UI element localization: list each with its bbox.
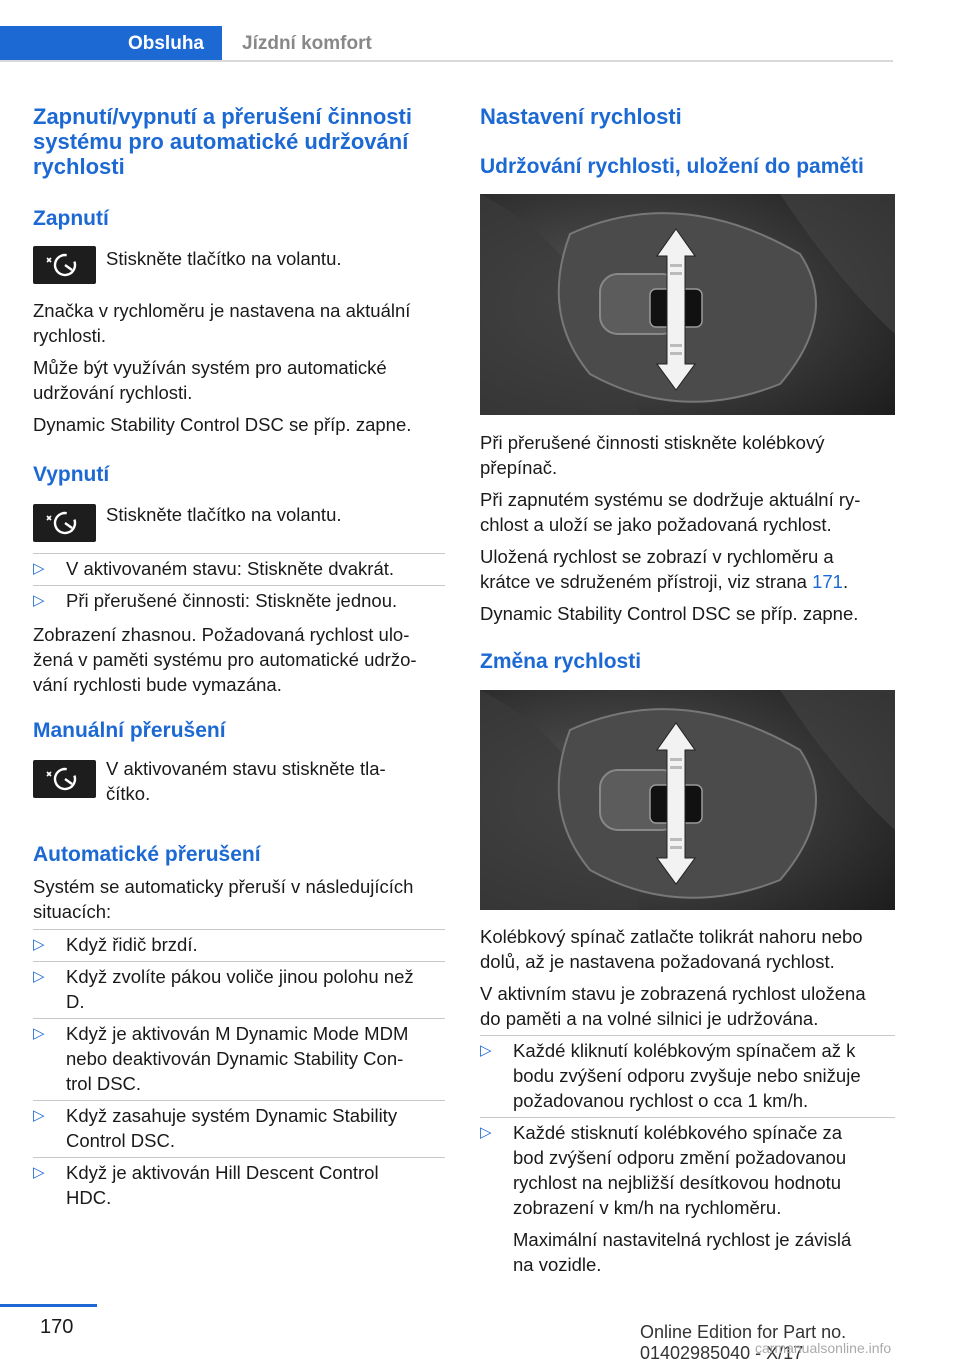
- vypnuti-text-b: žená v paměti systému pro automatické udržo‐: [33, 649, 417, 670]
- heading-zapnuti: Zapnutí: [33, 207, 109, 230]
- edition-text: Online Edition for Part no. 01402985040 - X/17: [640, 1322, 847, 1363]
- zapnuti-text-2b: udržování rychlosti.: [33, 382, 193, 403]
- heading-manualni-preruseni: Manuální přerušení: [33, 719, 226, 742]
- bullet-icon: ▷: [33, 560, 45, 577]
- cruise-control-button-icon: [33, 246, 96, 284]
- heading-udrzovani-rychlosti: Udržování rychlosti, uložení do paměti: [480, 155, 864, 178]
- page-header: [0, 0, 960, 62]
- footer-rule: [0, 1304, 97, 1307]
- cruise-control-button-icon: [33, 504, 96, 542]
- bullet-icon: ▷: [33, 936, 45, 953]
- cruise-control-button-icon: [33, 760, 96, 798]
- header-divider: [0, 60, 893, 62]
- heading-vypnuti: Vypnutí: [33, 463, 110, 486]
- auto-text-a: Systém se automaticky přeruší v následujících: [33, 876, 414, 897]
- list-divider: [480, 1035, 895, 1036]
- s1-text-2b: chlost a uloží se jako požadovaná rychlost.: [480, 514, 832, 535]
- s1-text-1a: Při přerušené činnosti stiskněte kolébkový: [480, 432, 825, 453]
- list-item-cont: požadovanou rychlost o cca 1 km/h.: [513, 1090, 809, 1111]
- list-divider: [33, 1157, 445, 1158]
- s1-text-2a: Při zapnutém systému se dodržuje aktuální ry‐: [480, 489, 861, 510]
- steering-wheel-rocker-switch-image: [480, 194, 895, 415]
- list-item-cont: rychlost na nejbližší desítkovou hodnotu: [513, 1172, 842, 1193]
- list-item-cont: trol DSC.: [66, 1073, 142, 1094]
- list-item-note-b: na vozidle.: [513, 1254, 602, 1275]
- zapnuti-text-1b: rychlosti.: [33, 325, 106, 346]
- bullet-icon: ▷: [33, 968, 45, 985]
- zapnuti-instruction: Stiskněte tlačítko na volantu.: [106, 248, 342, 269]
- page-link-171[interactable]: 171: [812, 571, 843, 592]
- s2-text-2a: V aktivním stavu je zobrazená rychlost uložena: [480, 983, 866, 1004]
- heading-automaticke-preruseni: Automatické přerušení: [33, 843, 261, 866]
- vypnuti-text-c: vání rychlosti bude vymazána.: [33, 674, 282, 695]
- s1-text-3b: [480, 569, 848, 594]
- s2-text-2b: do paměti a na volné silnici je udržována.: [480, 1008, 819, 1029]
- bullet-icon: ▷: [480, 1042, 492, 1059]
- list-item: Každé stisknutí kolébkového spínače za: [513, 1122, 843, 1143]
- bullet-icon: ▷: [33, 1107, 45, 1124]
- heading-nastaveni-rychlosti: Nastavení rychlosti: [480, 104, 682, 129]
- page-number: 170: [40, 1316, 74, 1338]
- list-item-cont: zobrazení v km/h na rychloměru.: [513, 1197, 782, 1218]
- zapnuti-text-1a: Značka v rychloměru je nastavena na aktuální: [33, 300, 411, 321]
- list-item-cont: HDC.: [66, 1187, 112, 1208]
- s1-text-1b: přepínač.: [480, 457, 558, 478]
- section-title-line2: systému pro automatické udržování: [33, 129, 409, 154]
- zapnuti-text-2a: Může být využíván systém pro automatické: [33, 357, 387, 378]
- s1-text-4: Dynamic Stability Control DSC se příp. zapne.: [480, 603, 859, 624]
- watermark: carmanualsonline.info: [755, 1340, 892, 1356]
- auto-text-b: situacích:: [33, 901, 112, 922]
- list-divider: [33, 961, 445, 962]
- zapnuti-text-3: Dynamic Stability Control DSC se příp. zapne.: [33, 414, 412, 435]
- steering-wheel-rocker-switch-image: [480, 690, 895, 910]
- bullet-icon: ▷: [33, 1164, 45, 1181]
- bullet-icon: ▷: [33, 1025, 45, 1042]
- list-item: V aktivovaném stavu: Stiskněte dvakrát.: [66, 558, 395, 579]
- s1-text-3b-pre: krátce ve sdruženém přístroji, viz strana: [480, 571, 813, 592]
- list-item: Když zvolíte pákou voliče jinou polohu než: [66, 966, 414, 987]
- heading-zmena-rychlosti: Změna rychlosti: [480, 650, 642, 673]
- manual-instruction-b: čítko.: [106, 783, 151, 804]
- list-divider: [33, 1018, 445, 1019]
- tab-obsluha[interactable]: Obsluha: [0, 26, 222, 62]
- s2-text-1b: dolů, až je nastavena požadovaná rychlost.: [480, 951, 835, 972]
- list-item-note-a: Maximální nastavitelná rychlost je závislá: [513, 1229, 852, 1250]
- vypnuti-instruction: Stiskněte tlačítko na volantu.: [106, 504, 342, 525]
- list-divider: [33, 929, 445, 930]
- list-divider: [33, 553, 445, 554]
- list-divider: [480, 1117, 895, 1118]
- bullet-icon: ▷: [33, 592, 45, 609]
- manual-instruction-a: V aktivovaném stavu stiskněte tla‐: [106, 758, 386, 779]
- list-divider: [33, 1100, 445, 1101]
- section-title-line3: rychlosti: [33, 154, 125, 179]
- tab-jizdni-komfort[interactable]: Jízdní komfort: [242, 33, 372, 54]
- list-item: Když řidič brzdí.: [66, 934, 198, 955]
- list-item: Když je aktivován Hill Descent Control: [66, 1162, 379, 1183]
- list-item-cont: bodu zvýšení odporu zvyšuje nebo snižuje: [513, 1065, 861, 1086]
- list-item-cont: nebo deaktivován Dynamic Stability Con‐: [66, 1048, 404, 1069]
- s1-text-3b-post: .: [842, 571, 849, 592]
- list-item: Když je aktivován M Dynamic Mode MDM: [66, 1023, 409, 1044]
- vypnuti-text-a: Zobrazení zhasnou. Požadovaná rychlost ulo‐: [33, 624, 410, 645]
- section-title-line1: Zapnutí/vypnutí a přerušení činnosti: [33, 104, 412, 129]
- list-item: Když zasahuje systém Dynamic Stability: [66, 1105, 398, 1126]
- list-item-cont: bod zvýšení odporu změní požadovanou: [513, 1147, 847, 1168]
- list-item-cont: D.: [66, 991, 85, 1012]
- s2-text-1a: Kolébkový spínač zatlačte tolikrát nahoru nebo: [480, 926, 863, 947]
- s1-text-3a: Uložená rychlost se zobrazí v rychloměru a: [480, 546, 834, 567]
- list-item: Při přerušené činnosti: Stiskněte jednou.: [66, 590, 398, 611]
- list-divider: [33, 585, 445, 586]
- bullet-icon: ▷: [480, 1124, 492, 1141]
- list-item-cont: Control DSC.: [66, 1130, 175, 1151]
- list-item: Každé kliknutí kolébkovým spínačem až k: [513, 1040, 856, 1061]
